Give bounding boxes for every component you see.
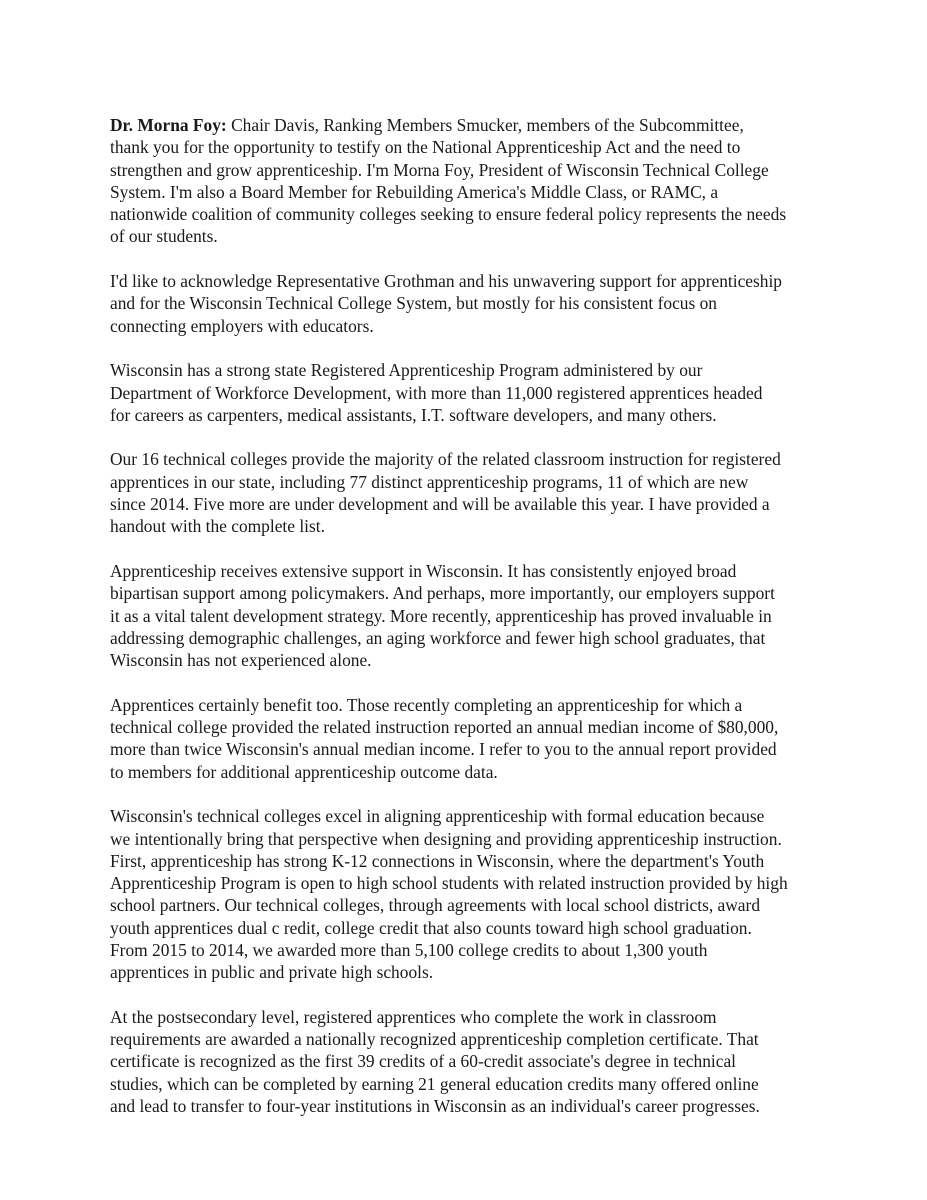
- paragraph-5: [110, 560, 830, 671]
- paragraph-line: Department of Workforce Development, with more than 11,000 registered apprentices headed: [110, 382, 763, 403]
- paragraph-line: thank you for the opportunity to testify on the National Apprenticeship Act and the need to: [110, 137, 741, 158]
- paragraph-line: and lead to transfer to four-year institutions in Wisconsin as an individual's career progresses.: [110, 1096, 760, 1117]
- paragraph-line: more than twice Wisconsin's annual median income. I refer to you to the annual report provided: [110, 739, 777, 760]
- paragraph-line: addressing demographic challenges, an aging workforce and fewer high school graduates, that: [110, 627, 766, 648]
- paragraph-line: From 2015 to 2014, we awarded more than 5,100 college credits to about 1,300 youth: [110, 939, 708, 960]
- paragraph-line: apprentices in public and private high schools.: [110, 962, 434, 983]
- paragraph-7: [110, 805, 830, 983]
- paragraph-line: [110, 114, 830, 136]
- testimony-body: [110, 114, 830, 1140]
- paragraph-line: I'd like to acknowledge Representative Grothman and his unwavering support for apprenticeship: [110, 271, 782, 292]
- paragraph-line: certificate is recognized as the first 39 credits of a 60-credit associate's degree in technical: [110, 1051, 737, 1072]
- paragraph-line: connecting employers with educators.: [110, 315, 374, 336]
- paragraph-line: handout with the complete list.: [110, 516, 325, 537]
- paragraph-4: [110, 448, 830, 537]
- paragraph-line: System. I'm also a Board Member for Rebuilding America's Middle Class, or RAMC, a: [110, 181, 719, 202]
- paragraph-line: for careers as carpenters, medical assistants, I.T. software developers, and many others.: [110, 404, 717, 425]
- speaker-name: Dr. Morna Foy:: [110, 115, 227, 135]
- paragraph-line: nationwide coalition of community colleges seeking to ensure federal policy represents the needs: [110, 204, 787, 225]
- paragraph-line: Apprentices certainly benefit too. Those recently completing an apprenticeship for which a: [110, 694, 743, 715]
- paragraph-line: At the postsecondary level, registered apprentices who complete the work in classroom: [110, 1006, 717, 1027]
- paragraph-line: and for the Wisconsin Technical College System, but mostly for his consistent focus on: [110, 293, 717, 314]
- paragraph-line: school partners. Our technical colleges, through agreements with local school districts, award: [110, 895, 761, 916]
- paragraph-line: strengthen and grow apprenticeship. I'm Morna Foy, President of Wisconsin Technical College: [110, 159, 769, 180]
- paragraph-line: Wisconsin has not experienced alone.: [110, 650, 372, 671]
- paragraph-line: First, apprenticeship has strong K-12 connections in Wisconsin, where the department's Youth: [110, 850, 765, 871]
- paragraph-line: we intentionally bring that perspective when designing and providing apprenticeship instruction.: [110, 828, 782, 849]
- paragraph-line: requirements are awarded a nationally recognized apprenticeship completion certificate. That: [110, 1029, 759, 1050]
- paragraph-line: Wisconsin has a strong state Registered Apprenticeship Program administered by our: [110, 360, 703, 381]
- paragraph-line: apprentices in our state, including 77 distinct apprenticeship programs, 11 of which are new: [110, 471, 749, 492]
- paragraph-8: [110, 1006, 830, 1117]
- paragraph-line: Apprenticeship Program is open to high school students with related instruction provided by high: [110, 873, 788, 894]
- paragraph-line: since 2014. Five more are under development and will be available this year. I have provided a: [110, 494, 770, 515]
- paragraph-line: Apprenticeship receives extensive support in Wisconsin. It has consistently enjoyed broad: [110, 560, 737, 581]
- paragraph-1: [110, 114, 830, 248]
- paragraph-line: studies, which can be completed by earning 21 general education credits many offered online: [110, 1073, 759, 1094]
- paragraph-line: to members for additional apprenticeship outcome data.: [110, 761, 498, 782]
- paragraph-line: it as a vital talent development strategy. More recently, apprenticeship has proved invaluable in: [110, 605, 772, 626]
- paragraph-6: [110, 694, 830, 783]
- paragraph-line: Our 16 technical colleges provide the majority of the related classroom instruction for registered: [110, 449, 781, 470]
- paragraph-2: [110, 270, 830, 337]
- paragraph-line: bipartisan support among policymakers. And perhaps, more importantly, our employers support: [110, 583, 775, 604]
- line-text: Chair Davis, Ranking Members Smucker, members of the Subcommittee,: [226, 115, 744, 135]
- paragraph-line: of our students.: [110, 226, 218, 247]
- paragraph-3: [110, 359, 830, 426]
- paragraph-line: technical college provided the related instruction reported an annual median income of $80,000,: [110, 717, 779, 738]
- paragraph-line: youth apprentices dual c redit, college credit that also counts toward high school graduation.: [110, 917, 752, 938]
- paragraph-line: Wisconsin's technical colleges excel in aligning apprenticeship with formal education because: [110, 806, 765, 827]
